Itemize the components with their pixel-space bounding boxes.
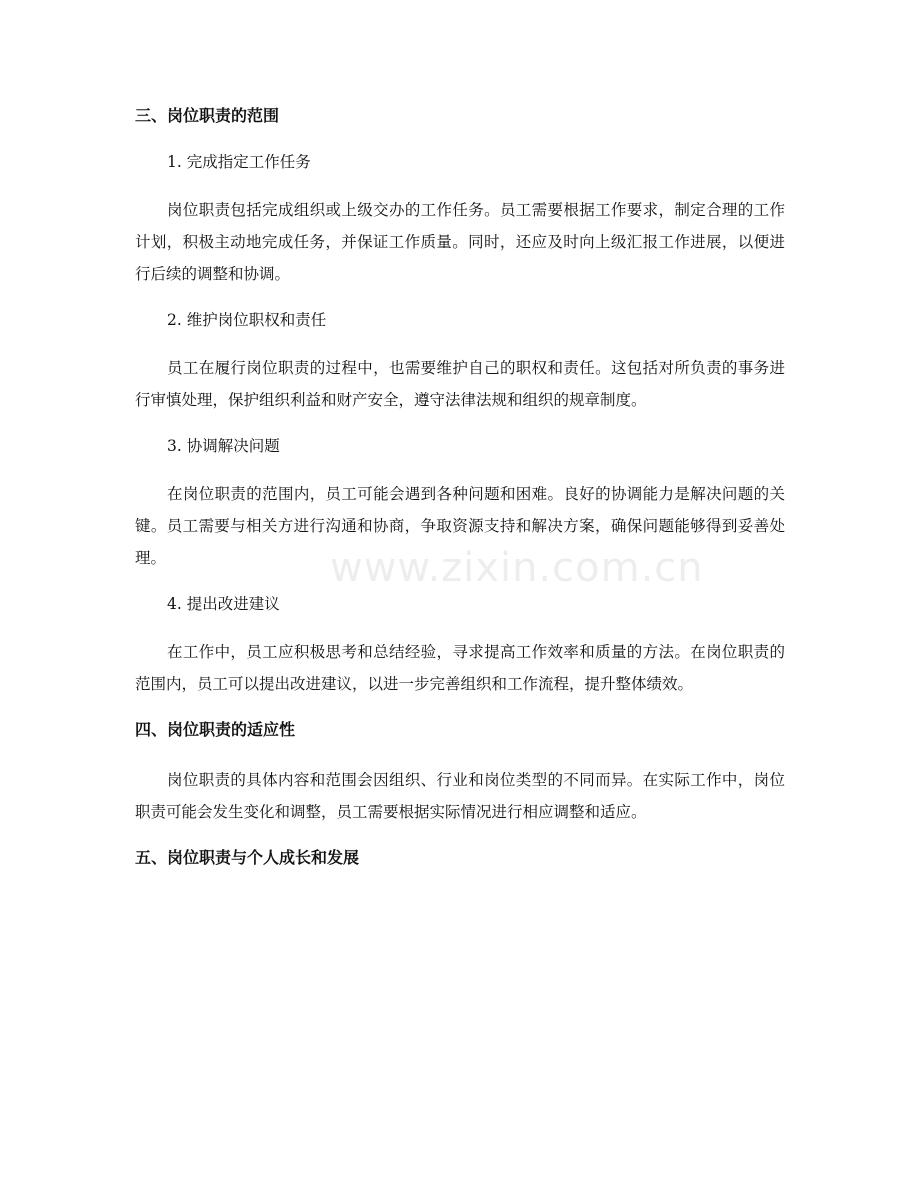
- item-2-heading: 2. 维护岗位职权和责任: [167, 311, 327, 329]
- item-4-heading: 4. 提出改进建议: [167, 595, 280, 613]
- document-page: [135, 104, 785, 870]
- watermark: www.zixin.com.cn: [330, 545, 704, 591]
- item-3-paragraph: 在岗位职责的范围内，员工可能会遇到各种问题和困难。良好的协调能力是解决问题的关键。员工需要与相关方进行沟通和协商，争取资源支持和解决方案，确保问题能够得到妥善处理。: [135, 485, 785, 567]
- item-1-heading: 1. 完成指定工作任务: [167, 153, 311, 171]
- item-3-heading: 3. 协调解决问题: [167, 437, 280, 455]
- item-4-paragraph: 在工作中，员工应积极思考和总结经验，寻求提高工作效率和质量的方法。在岗位职责的范围内，员工可以提出改进建议，以进一步完善组织和工作流程，提升整体绩效。: [135, 643, 785, 693]
- section-4-paragraph: 岗位职责的具体内容和范围会因组织、行业和岗位类型的不同而异。在实际工作中，岗位职责可能会发生变化和调整，员工需要根据实际情况进行相应调整和适应。: [135, 771, 785, 821]
- section-3-title: 三、岗位职责的范围: [135, 106, 280, 125]
- section-4-title: 四、岗位职责的适应性: [135, 720, 296, 739]
- item-1-paragraph: 岗位职责包括完成组织或上级交办的工作任务。员工需要根据工作要求，制定合理的工作计划，积极主动地完成任务，并保证工作质量。同时，还应及时向上级汇报工作进展，以便进行后续的调整和协调。: [135, 201, 785, 283]
- item-2-paragraph: 员工在履行岗位职责的过程中，也需要维护自己的职权和责任。这包括对所负责的事务进行审慎处理，保护组织利益和财产安全，遵守法律法规和组织的规章制度。: [135, 359, 785, 409]
- section-5-title: 五、岗位职责与个人成长和发展: [135, 848, 360, 867]
